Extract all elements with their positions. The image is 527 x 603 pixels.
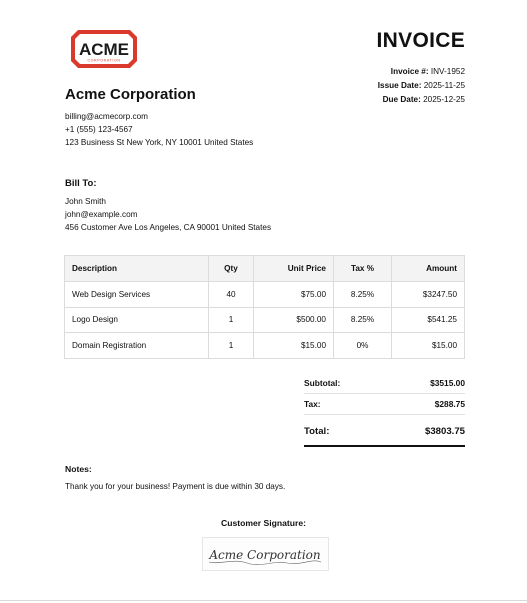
total-value: $3803.75 — [424, 425, 465, 437]
header-qty: Qty — [209, 256, 254, 282]
bill-to-address: 456 Customer Ave Los Angeles, CA 90001 United States — [65, 223, 272, 232]
notes-title: Notes: — [65, 464, 92, 474]
notes-text: Thank you for your business! Payment is due within 30 days. — [65, 482, 286, 491]
signature-image — [203, 538, 328, 570]
invoice-number: INV-1952 — [430, 67, 465, 76]
subtotal-label: Subtotal: — [304, 378, 341, 388]
table-row — [65, 282, 465, 308]
logo-text: ACME — [78, 40, 130, 59]
page-bottom-divider — [0, 600, 527, 601]
tax-row — [304, 394, 465, 415]
logo-subtext: CORPORATION — [87, 58, 121, 63]
signature-title: Customer Signature: — [221, 518, 306, 528]
cell-description: Domain Registration — [65, 333, 209, 359]
total-row — [304, 417, 465, 447]
table-header-row — [65, 256, 465, 282]
bill-to-title: Bill To: — [65, 178, 97, 189]
due-date: 2025-12-25 — [423, 95, 465, 104]
header-tax: Tax % — [334, 256, 392, 282]
cell-unit-price: $75.00 — [254, 282, 334, 308]
subtotal-value: $3515.00 — [430, 378, 465, 388]
cell-qty: 1 — [209, 307, 254, 333]
total-label: Total: — [304, 425, 330, 437]
table-row — [65, 333, 465, 359]
signature-box — [202, 537, 329, 571]
acme-logo — [70, 29, 138, 69]
issue-date-label: Issue Date: — [377, 81, 422, 90]
subtotal-row — [304, 373, 465, 394]
cell-unit-price: $15.00 — [254, 333, 334, 359]
header-description: Description — [65, 256, 209, 282]
signature-text: Acme Corporation — [209, 548, 321, 562]
header-amount: Amount — [392, 256, 465, 282]
tax-label: Tax: — [304, 399, 321, 409]
issue-date-row — [378, 81, 465, 90]
due-date-row — [383, 95, 465, 104]
cell-tax: 8.25% — [334, 307, 392, 333]
bill-to-name: John Smith — [65, 197, 106, 206]
table-row — [65, 307, 465, 333]
cell-tax: 0% — [334, 333, 392, 359]
line-items-table — [64, 255, 465, 359]
company-name: Acme Corporation — [65, 86, 196, 103]
cell-unit-price: $500.00 — [254, 307, 334, 333]
company-address: 123 Business St New York, NY 10001 United States — [65, 138, 254, 147]
cell-qty: 1 — [209, 333, 254, 359]
cell-description: Logo Design — [65, 307, 209, 333]
cell-qty: 40 — [209, 282, 254, 308]
cell-description: Web Design Services — [65, 282, 209, 308]
cell-amount: $541.25 — [392, 307, 465, 333]
company-email: billing@acmecorp.com — [65, 112, 148, 121]
bill-to-email: john@example.com — [65, 210, 138, 219]
due-date-label: Due Date: — [382, 95, 421, 104]
cell-amount: $3247.50 — [392, 282, 465, 308]
invoice-number-label: Invoice #: — [390, 67, 429, 76]
header-unit-price: Unit Price — [254, 256, 334, 282]
tax-value: $288.75 — [434, 399, 465, 409]
invoice-number-row — [391, 67, 465, 76]
company-phone: +1 (555) 123-4567 — [65, 125, 133, 134]
cell-tax: 8.25% — [334, 282, 392, 308]
cell-amount: $15.00 — [392, 333, 465, 359]
issue-date: 2025-11-25 — [423, 81, 465, 90]
totals-block — [304, 373, 465, 447]
invoice-title: INVOICE — [376, 29, 465, 52]
